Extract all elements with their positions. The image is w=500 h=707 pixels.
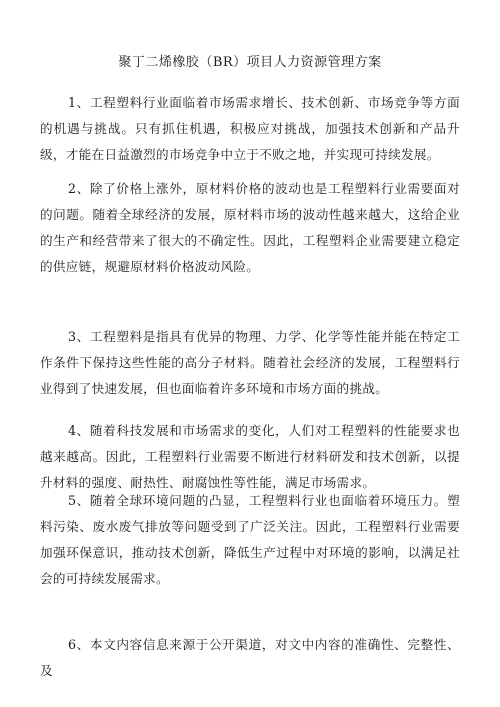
paragraph-6: 6、本文内容信息来源于公开渠道，对文中内容的准确性、完整性、及 (40, 637, 460, 678)
paragraph-4: 4、随着科技发展和市场需求的变化，人们对工程塑料的性能要求也越来越高。因此，工程塑料行业需要不断进行材料研发和技术创新，以提升材料的强度、耐热性、耐腐蚀性等性能，满足市场需求。 (40, 423, 460, 490)
paragraph-5: 5、随着全球环境问题的凸显，工程塑料行业也面临着环境压力。塑料污染、废水废气排放等问题受到了广泛关注。因此，工程塑料行业需要加强环保意识，推动技术创新，降低生产过程中对环境的影响，以满足社会的可持续发展需求。 (40, 493, 460, 586)
paragraph-1: 1、工程塑料行业面临着市场需求增长、技术创新、市场竞争等方面的机遇与挑战。只有抓住机遇，积极应对挑战，加强技术创新和产品升级，才能在日益激烈的市场竞争中立于不败之地，并实现可持续发展。 (40, 95, 460, 162)
document-title: 聚丁二烯橡胶（BR）项目人力资源管理方案 (118, 55, 382, 70)
paragraph-2: 2、除了价格上涨外，原材料价格的波动也是工程塑料行业需要面对的问题。随着全球经济的发展，原材料市场的波动性越来越大，这给企业的生产和经营带来了很大的不确定性。因此，工程塑料企业需要建立稳定的供应链，规避原材料价格波动风险。 (40, 181, 460, 274)
paragraph-3: 3、工程塑料是指具有优异的物理、力学、化学等性能并能在特定工作条件下保持这些性能的高分子材料。随着社会经济的发展，工程塑料行业得到了快速发展，但也面临着许多环境和市场方面的挑战。 (40, 329, 460, 396)
